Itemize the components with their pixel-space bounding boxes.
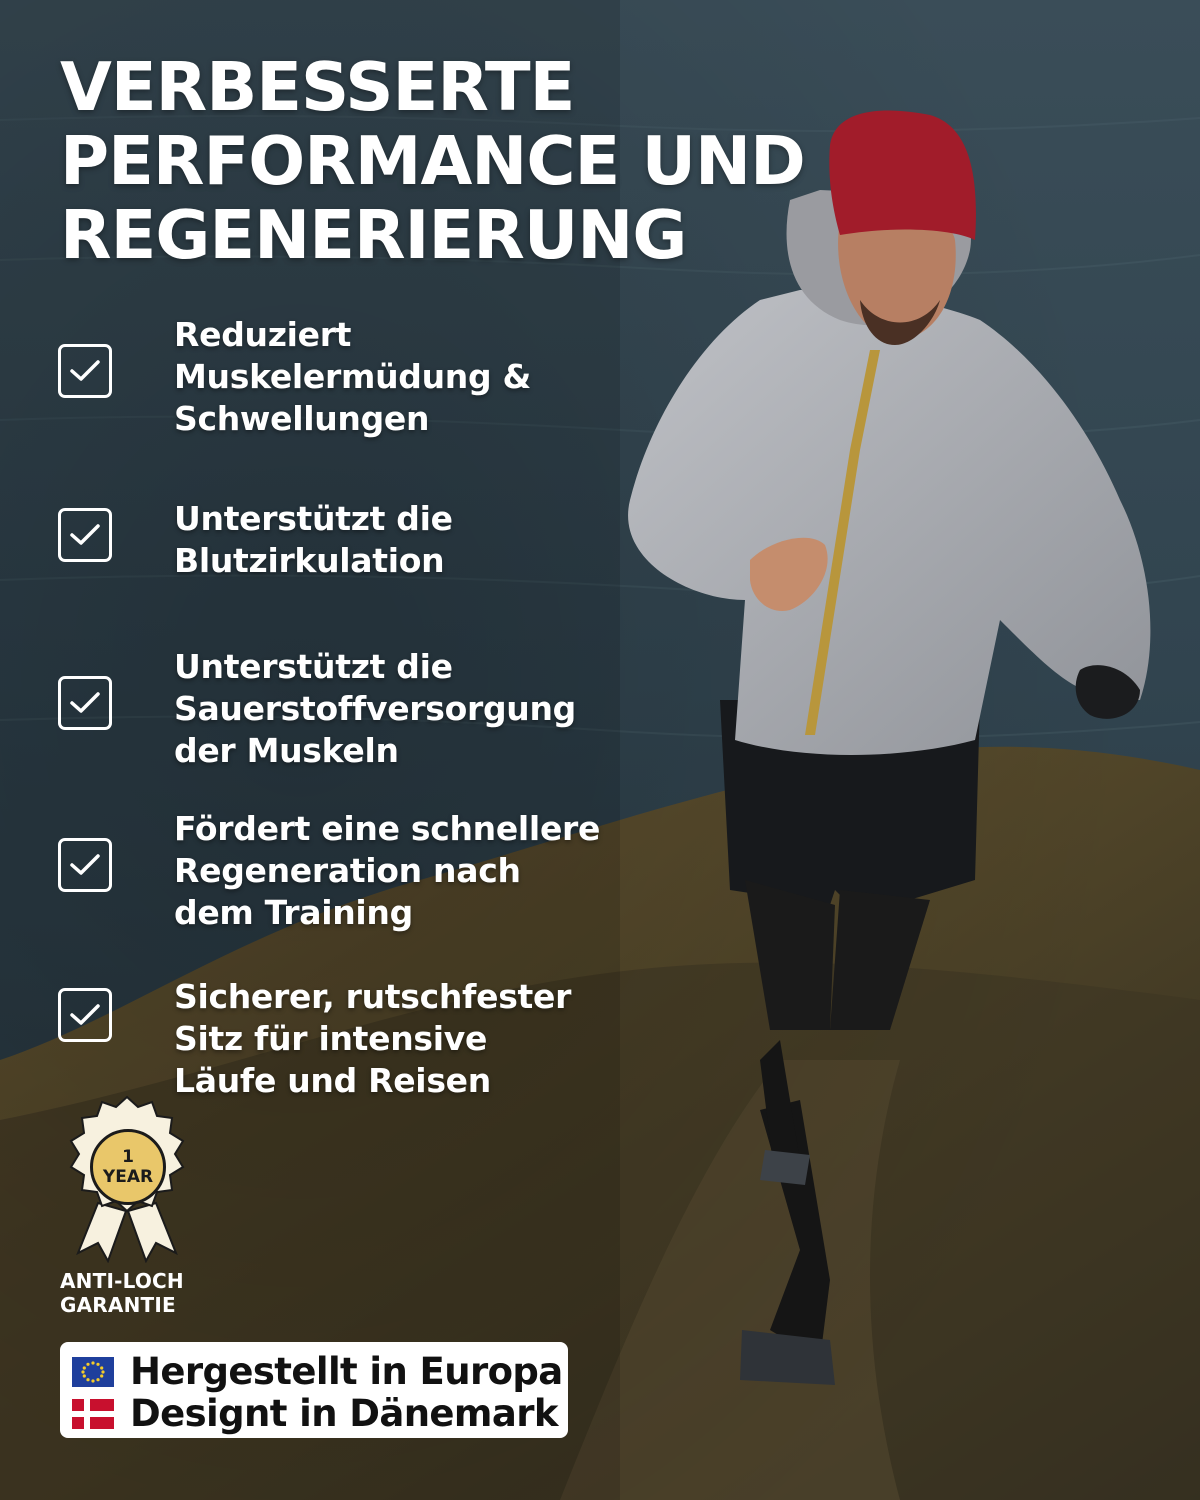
- benefit-text: [174, 646, 654, 772]
- origin-row-designed: [72, 1394, 558, 1434]
- badge-label-line: ANTI-LOCH: [60, 1269, 184, 1293]
- origin-row-made: [72, 1352, 563, 1392]
- benefit-text: [174, 976, 654, 1102]
- badge-label-line: GARANTIE: [60, 1293, 176, 1317]
- benefit-text: [174, 498, 654, 582]
- checkbox-check-icon: [58, 838, 112, 892]
- headline-line: VERBESSERTE: [60, 48, 575, 126]
- benefit-item: [58, 499, 453, 580]
- eu-flag-icon: [72, 1357, 114, 1387]
- headline-line: REGENERIERUNG: [60, 196, 687, 274]
- benefit-text-line: Reduziert: [174, 315, 352, 354]
- benefit-text-line: Regeneration nach: [174, 851, 521, 890]
- badge-unit: YEAR: [102, 1167, 154, 1187]
- benefit-text-line: Blutzirkulation: [174, 541, 445, 580]
- benefit-text-line: Muskelermüdung &: [174, 357, 531, 396]
- headline-line: PERFORMANCE UND: [60, 122, 805, 200]
- benefit-item: [58, 315, 531, 438]
- checkbox-check-icon: [58, 988, 112, 1042]
- guarantee-badge: [56, 1093, 216, 1323]
- badge-seal: [90, 1129, 166, 1205]
- checkbox-check-icon: [58, 344, 112, 398]
- benefit-text: [174, 314, 654, 440]
- benefit-text-line: Unterstützt die: [174, 499, 453, 538]
- benefit-text-line: Fördert eine schnellere: [174, 809, 601, 848]
- benefit-text-line: Unterstützt die: [174, 647, 453, 686]
- origin-info-box: [60, 1342, 568, 1438]
- benefit-text-line: der Muskeln: [174, 731, 399, 770]
- badge-label: [60, 1269, 184, 1317]
- benefit-text-line: Sitz für intensive: [174, 1019, 488, 1058]
- benefit-text-line: Sicherer, rutschfester: [174, 977, 572, 1016]
- benefit-item: [58, 977, 572, 1100]
- designed-in-denmark-text: Designt in Dänemark: [130, 1392, 558, 1435]
- denmark-flag-icon: [72, 1399, 114, 1429]
- benefit-text-line: Schwellungen: [174, 399, 430, 438]
- benefit-text-line: Sauerstoffversorgung: [174, 689, 576, 728]
- benefit-text-line: Läufe und Reisen: [174, 1061, 491, 1100]
- checkbox-check-icon: [58, 676, 112, 730]
- benefit-text-line: dem Training: [174, 893, 413, 932]
- checkbox-check-icon: [58, 508, 112, 562]
- made-in-europe-text: Hergestellt in Europa: [130, 1350, 563, 1393]
- benefit-item: [58, 647, 576, 770]
- benefit-text: [174, 808, 654, 934]
- badge-number: 1: [122, 1147, 134, 1167]
- benefit-item: [58, 809, 601, 932]
